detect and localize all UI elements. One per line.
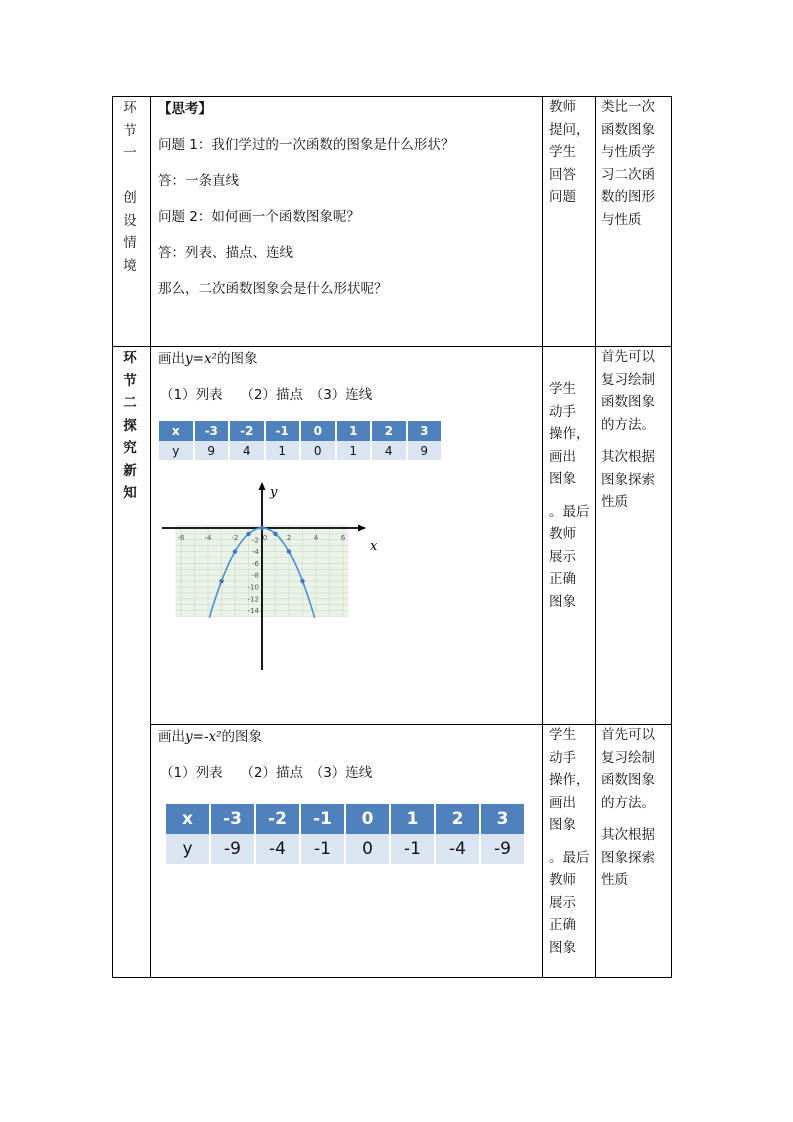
intent-line: 数的图形 (601, 189, 655, 205)
y-axis-arrow (259, 482, 266, 490)
x-axis-arrow (358, 525, 366, 532)
table-value-cell: y (159, 441, 194, 460)
task-title-1 (158, 347, 257, 367)
table-border-right (671, 96, 672, 978)
table-header-cell: x (159, 421, 194, 441)
design-intent-3 (601, 724, 671, 892)
table-header-cell: 3 (407, 421, 443, 441)
x-tick-label: -4 (204, 534, 212, 542)
teacher-line: 学生 (549, 144, 576, 160)
x-tick-label: -6 (177, 534, 185, 542)
design-intent-2 (601, 346, 671, 514)
think-heading: 【思考】 (158, 101, 212, 117)
teacher-line: 正确 (549, 917, 576, 933)
table-value-cell: 4 (371, 441, 407, 460)
stage-char: 新 (123, 462, 137, 479)
parabola-graph (160, 480, 390, 670)
table-border-col3 (595, 96, 596, 978)
closing-question: 那么，二次函数图象会是什么形状呢？ (158, 281, 388, 297)
x-tick-label: 4 (313, 534, 319, 542)
teacher-line: 动手 (549, 403, 576, 420)
teacher-line: 教师 (549, 872, 576, 888)
table-header-cell: -1 (265, 421, 301, 441)
task-title-2 (158, 725, 262, 745)
stage-char: 一 (123, 145, 137, 161)
teacher-line: 动手 (549, 749, 576, 766)
question-two: 问题 2：如何画一个函数图象呢？ (158, 209, 360, 225)
stage-char: 创 (123, 190, 137, 206)
design-intent-1 (601, 96, 671, 231)
value-table-2 (166, 804, 526, 864)
answer-two: 答：列表、描点、连线 (158, 245, 293, 261)
table-border-left (112, 96, 113, 978)
intent-line: 函数图象 (601, 121, 655, 138)
stage-char: 知 (123, 485, 137, 501)
table-value-cell: -4 (435, 834, 480, 864)
task-formula: y=-x² (185, 729, 222, 745)
table-border-col2 (542, 96, 543, 978)
table-value-cell: -1 (300, 834, 345, 864)
teacher-line: 学生 (549, 381, 576, 397)
table-header-cell: -3 (210, 804, 255, 834)
teacher-line: 图象 (549, 593, 576, 610)
teacher-line: 教师 (549, 99, 576, 115)
stage-char: 环 (123, 350, 137, 366)
task-title-prefix: 画出 (158, 729, 185, 745)
table-value-cell: 9 (407, 441, 443, 460)
stage-char: 境 (123, 257, 137, 274)
data-point (287, 549, 291, 553)
task-title-prefix: 画出 (158, 351, 185, 367)
table-value-cell: 1 (336, 441, 372, 460)
teacher-line: 。最后 (549, 849, 590, 866)
table-header-cell: -3 (194, 421, 230, 441)
table-value-cell: -9 (210, 834, 255, 864)
table-border-bottom (112, 977, 672, 978)
data-point (300, 579, 304, 583)
x-tick-label: 6 (340, 534, 346, 542)
task-title-suffix: 的图象 (216, 351, 258, 367)
table-header-cell: 1 (390, 804, 435, 834)
stage-char: 究 (123, 440, 137, 456)
teacher-line: 画出 (549, 794, 576, 811)
data-point (273, 532, 277, 536)
stage-char: 情 (123, 235, 137, 251)
y-tick-label: -14 (247, 607, 259, 616)
table-header-cell: 2 (371, 421, 407, 441)
y-axis-label: y (270, 485, 278, 500)
intent-line: 图象探索 (601, 849, 655, 866)
y-tick-label: -8 (252, 571, 259, 580)
table-border-col1 (150, 96, 151, 978)
table-value-cell: -9 (480, 834, 525, 864)
data-point (246, 532, 250, 536)
stage-char: 节 (123, 372, 137, 389)
teacher-line: 展示 (549, 894, 576, 911)
stage-char: 环 (123, 100, 137, 116)
y-tick-label: -6 (252, 559, 259, 568)
x-tick-label: -2 (231, 534, 239, 542)
table-value-cell: -4 (255, 834, 300, 864)
intent-line: 函数图象 (601, 772, 655, 788)
table-value-cell: 4 (229, 441, 265, 460)
table-header-cell: -1 (300, 804, 345, 834)
value-table-1 (159, 421, 443, 460)
table-value-cell: 0 (300, 441, 336, 460)
intent-line: 性质 (601, 872, 628, 888)
y-tick-label: -10 (247, 583, 259, 592)
teacher-line: 展示 (549, 548, 576, 565)
table-value-cell: 9 (194, 441, 230, 460)
intent-line: 图象探索 (601, 471, 655, 488)
stage-two-label (118, 347, 142, 505)
teacher-line: 操作， (549, 426, 590, 442)
x-tick-label: 0 (262, 534, 268, 542)
intent-line: 首先可以 (601, 349, 655, 365)
answer-one: 答：一条直线 (158, 173, 239, 189)
table-header-cell: 1 (336, 421, 372, 441)
teacher-line: 问题 (549, 189, 576, 205)
intent-line: 的方法。 (601, 794, 655, 811)
teacher-line: 画出 (549, 448, 576, 465)
y-tick-label: -2 (252, 536, 259, 545)
data-point (233, 549, 237, 553)
x-tick-label: 2 (286, 534, 292, 542)
intent-line: 首先可以 (601, 727, 655, 743)
intent-line: 习二次函 (601, 166, 655, 183)
table-value-cell: 0 (345, 834, 390, 864)
intent-line: 其次根据 (601, 449, 655, 465)
stage-char: 探 (123, 417, 137, 434)
table-header-cell: 3 (480, 804, 525, 834)
y-tick-label: -4 (252, 548, 259, 557)
table-header-cell: 0 (345, 804, 390, 834)
intent-line: 性质 (601, 494, 628, 510)
teacher-line: 回答 (549, 166, 576, 183)
task-title-suffix: 的图象 (221, 729, 263, 745)
intent-line: 复习绘制 (601, 371, 655, 388)
y-tick-label: -12 (247, 595, 259, 604)
stage-one-label (118, 97, 142, 277)
teacher-line: 图象 (549, 471, 576, 487)
teacher-activity-2 (549, 378, 593, 613)
table-header-cell: 2 (435, 804, 480, 834)
table-header-cell: x (166, 804, 210, 834)
intent-line: 其次根据 (601, 827, 655, 843)
task-formula: y=x² (185, 351, 217, 367)
stage-char: 设 (123, 212, 137, 229)
data-point (260, 526, 264, 530)
intent-line: 类比一次 (601, 99, 655, 115)
table-header-cell: -2 (255, 804, 300, 834)
teacher-line: 图象 (549, 817, 576, 833)
teacher-line: 图象 (549, 939, 576, 956)
teacher-activity-1 (549, 96, 593, 209)
table-header-cell: -2 (229, 421, 265, 441)
task-steps-1: （1）列表 （2）描点 （3）连线 (160, 387, 373, 403)
data-point (219, 579, 223, 583)
intent-line: 函数图象 (601, 394, 655, 410)
stage-char: 节 (123, 122, 137, 139)
teacher-line: 教师 (549, 526, 576, 542)
intent-line: 与性质学 (601, 144, 655, 160)
stage-char (118, 165, 142, 188)
teacher-line: 正确 (549, 571, 576, 587)
table-value-cell: y (166, 834, 210, 864)
task-steps-2: （1）列表 （2）描点 （3）连线 (160, 765, 373, 781)
teacher-line: 。最后 (549, 503, 590, 520)
table-value-cell: -1 (390, 834, 435, 864)
table-header-cell: 0 (300, 421, 336, 441)
teacher-activity-3 (549, 724, 593, 959)
intent-line: 复习绘制 (601, 749, 655, 766)
teacher-line: 提问， (549, 121, 590, 138)
table-value-cell: 1 (265, 441, 301, 460)
stage-char: 二 (123, 395, 137, 411)
intent-line: 与性质 (601, 211, 642, 228)
question-one: 问题 1：我们学过的一次函数的图象是什么形状？ (158, 137, 455, 153)
x-axis-label: x (370, 539, 378, 554)
teacher-line: 操作， (549, 772, 590, 788)
intent-line: 的方法。 (601, 416, 655, 433)
teacher-line: 学生 (549, 727, 576, 743)
